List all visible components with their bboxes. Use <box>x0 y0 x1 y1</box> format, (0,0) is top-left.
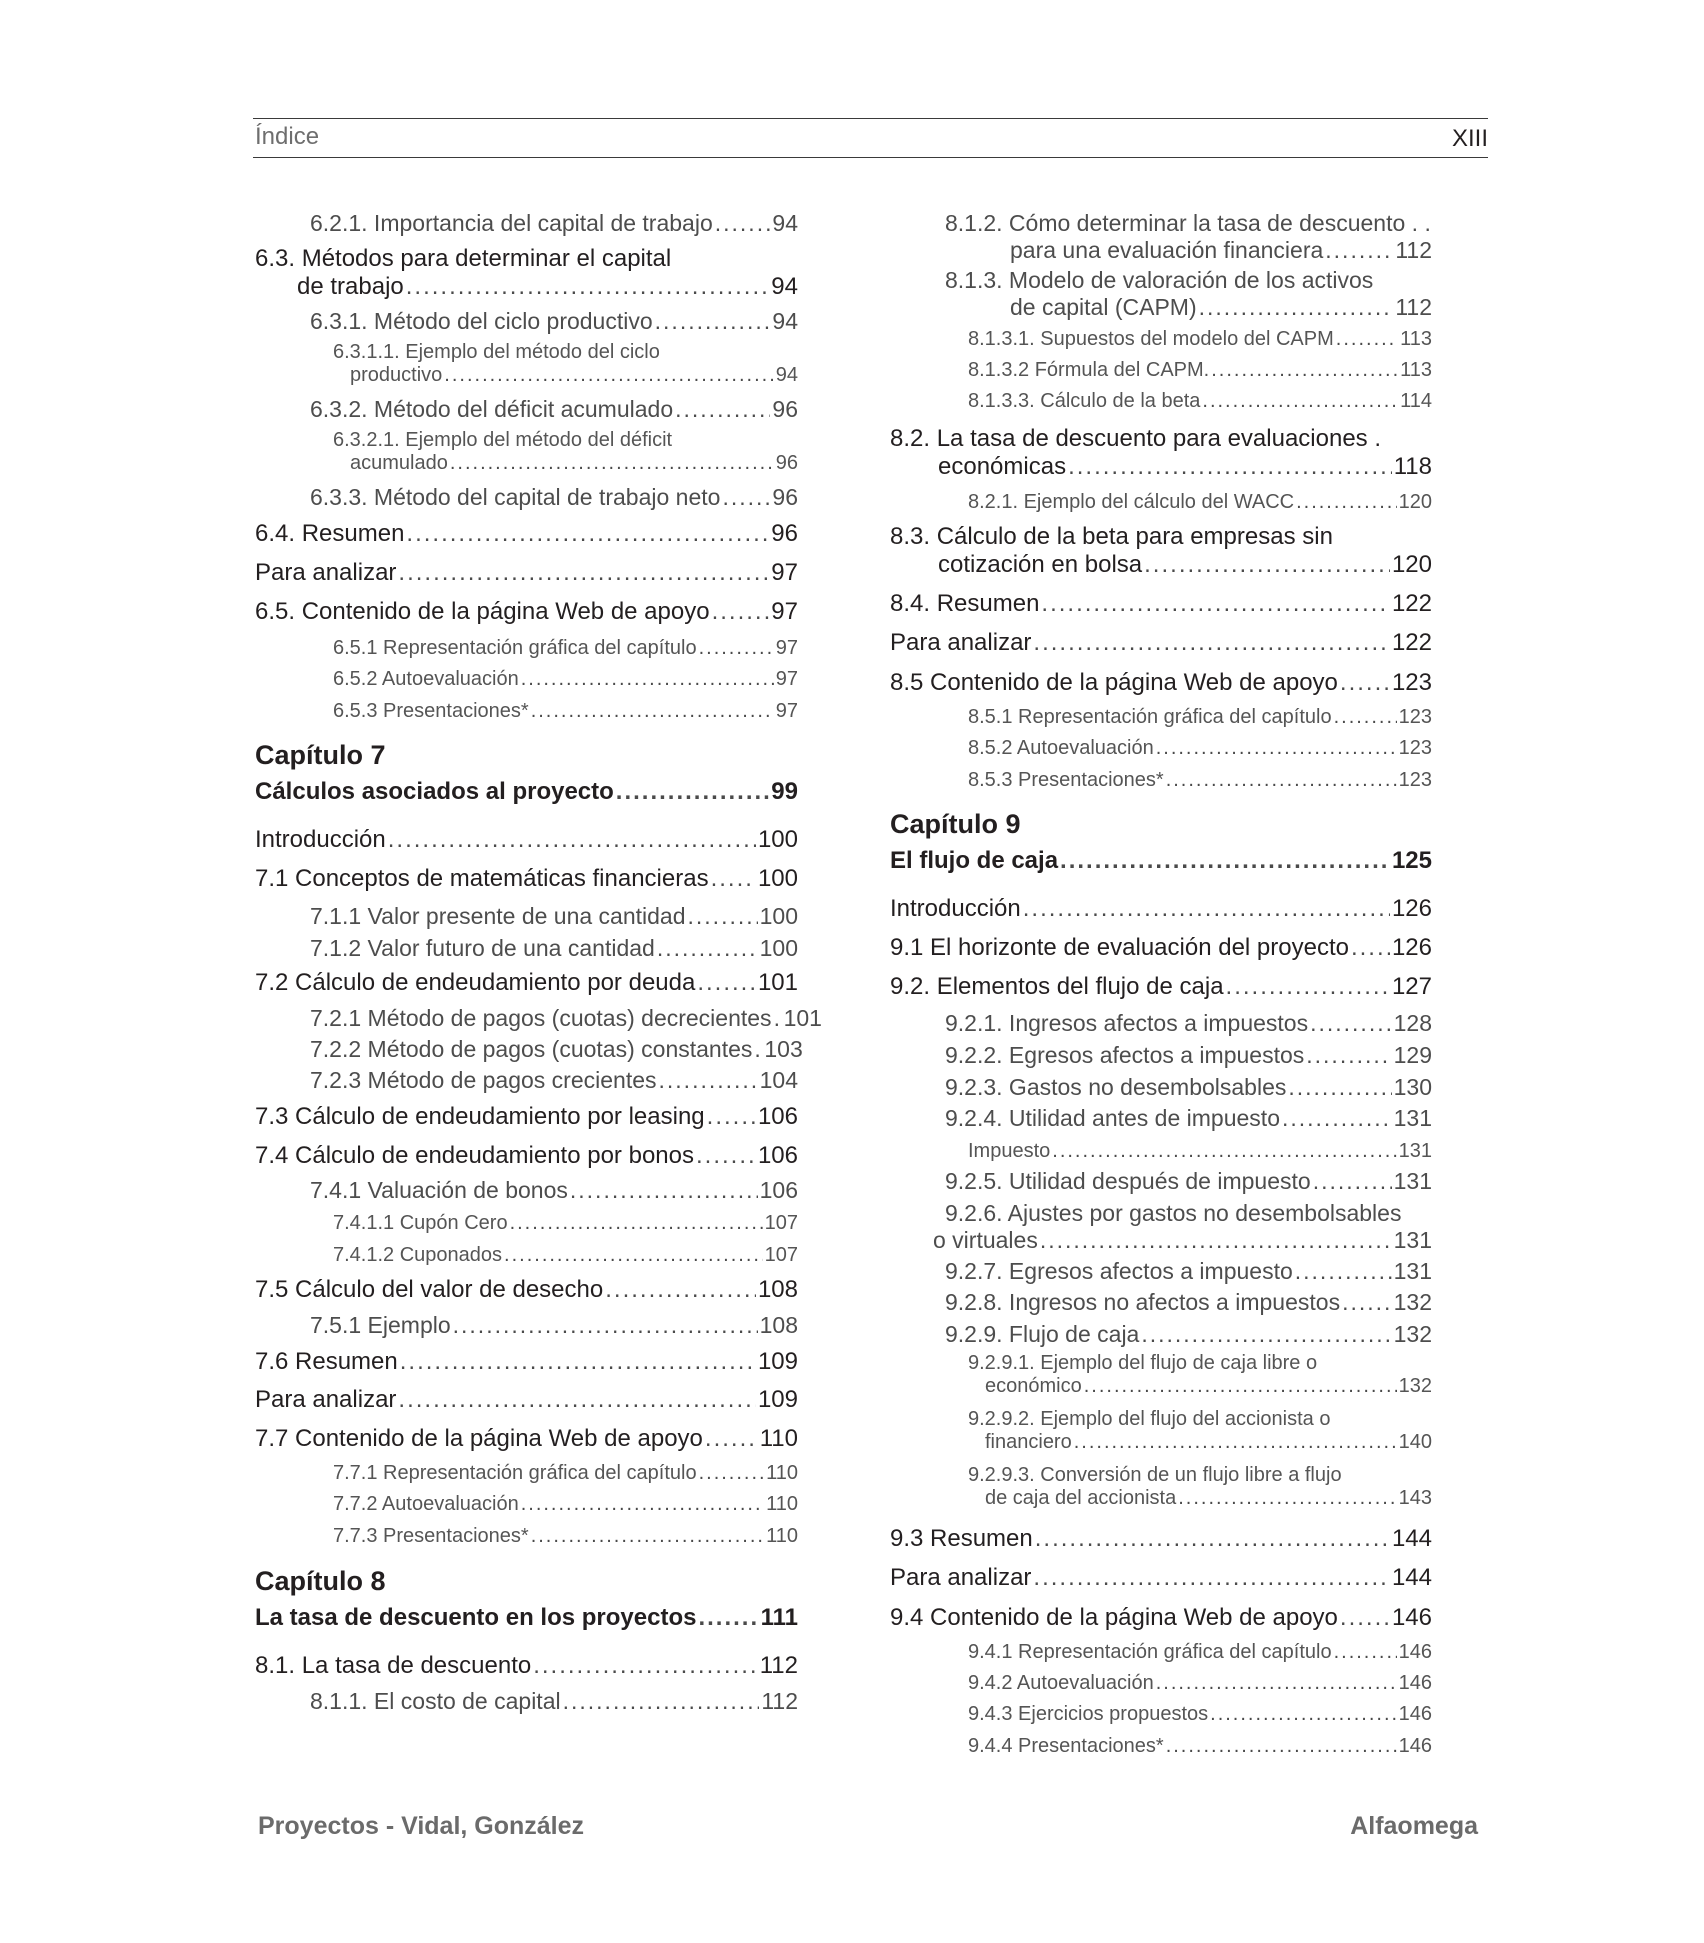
toc-entry-title-line1: 6.3.2.1. Ejemplo del método del déficit <box>333 429 673 451</box>
toc-entry-title: de caja del accionista <box>985 1487 1177 1509</box>
footer-book-title: Proyectos - Vidal, González <box>258 1812 585 1840</box>
toc-page-number: 129 <box>1393 1042 1432 1068</box>
toc-page-number: 96 <box>772 484 798 510</box>
toc-entry-title: 6.3.2. Método del déficit acumulado <box>310 396 674 422</box>
toc-entry-title-line1: 8.1.3. Modelo de valoración de los activos <box>945 267 1374 293</box>
toc-page-number: 94 <box>772 210 798 236</box>
dot-leader <box>1282 1105 1392 1132</box>
dot-leader <box>1052 1140 1396 1163</box>
dot-leader <box>1033 1564 1390 1592</box>
toc-page-number: 112 <box>761 1688 798 1714</box>
footer-publisher: Alfaomega <box>1350 1812 1478 1840</box>
toc-entry-9-4-3-ejercicios-propuestos[interactable] <box>968 1703 1432 1726</box>
toc-page-number: 114 <box>1400 390 1432 412</box>
toc-page-number: 110 <box>766 1493 798 1515</box>
dot-leader <box>1084 1375 1397 1398</box>
toc-page-number: 100 <box>757 826 798 853</box>
toc-page-number: 109 <box>757 1386 798 1413</box>
toc-entry-9-2-6-ajustes-por-gastos-no-desembolsabl[interactable] <box>933 1200 1432 1254</box>
toc-page-number: 107 <box>764 1212 798 1234</box>
toc-page-number: 97 <box>771 598 798 625</box>
toc-entry-title: Introducción <box>890 895 1021 922</box>
toc-entry-title: 8.1.3.2 Fórmula del CAPM. <box>968 359 1210 381</box>
dot-leader <box>1340 669 1390 697</box>
dot-leader <box>1156 737 1397 760</box>
dot-leader <box>1296 491 1397 514</box>
toc-page-number: 96 <box>771 520 798 547</box>
dot-leader <box>1199 294 1394 321</box>
toc-entry-8-3-calculo-de-la-beta-para-empresas-sin[interactable] <box>890 523 1432 579</box>
toc-page-number: 146 <box>1398 1641 1432 1663</box>
toc-page-number: 113 <box>1400 359 1432 381</box>
toc-entry-9-2-3-gastos-no-desembolsables[interactable] <box>945 1074 1432 1101</box>
dot-leader <box>1211 359 1398 382</box>
toc-entry-8-1-2-como-determinar-la-tasa-de-descuen[interactable] <box>945 210 1432 264</box>
toc-page-number: 97 <box>775 700 798 722</box>
toc-page-number: 131 <box>1393 1227 1432 1253</box>
chapter-label: Capítulo 9 <box>890 809 1021 839</box>
dot-leader <box>1226 973 1390 1001</box>
toc-page-number: 94 <box>771 273 798 300</box>
toc-entry-title: acumulado <box>350 452 448 474</box>
toc-page-number: 132 <box>1398 1375 1432 1397</box>
toc-entry-para-analizar[interactable] <box>890 629 1432 657</box>
toc-entry-title: económico <box>985 1375 1082 1397</box>
toc-page-number: 108 <box>759 1312 798 1338</box>
dot-leader <box>1325 237 1393 264</box>
toc-page-number: 99 <box>771 778 798 805</box>
dot-leader <box>1033 629 1390 657</box>
toc-page-number: 144 <box>1391 1525 1432 1552</box>
toc-entry-title: 8.5.3 Presentaciones* <box>968 769 1164 791</box>
toc-entry-8-1-3-3-calculo-de-la-beta[interactable] <box>968 390 1432 413</box>
toc-entry-title: 9.4 Contenido de la página Web de apoyo <box>890 1604 1338 1631</box>
dot-leader <box>1351 934 1390 962</box>
toc-entry-title: 9.2.1. Ingresos afectos a impuestos <box>945 1010 1309 1036</box>
toc-entry-title: Impuesto <box>968 1140 1051 1162</box>
toc-entry-title: 6.5.1 Representación gráfica del capítulo <box>333 637 697 659</box>
toc-page-number: 106 <box>757 1142 798 1169</box>
toc-entry-9-3-resumen[interactable] <box>890 1525 1432 1553</box>
dot-leader <box>1342 1289 1392 1316</box>
toc-page-number: 112 <box>1395 237 1432 263</box>
toc-entry-8-5-contenido-de-la-pagina-web-de-apoyo[interactable] <box>890 669 1432 697</box>
toc-entry-9-2-9-3-conversion-de-un-flujo-libre-a-f[interactable] <box>968 1464 1432 1510</box>
toc-page-number: 146 <box>1398 1703 1432 1725</box>
dot-leader <box>1023 895 1390 923</box>
toc-entry-title: Introducción <box>255 826 386 853</box>
toc-entry-title: 6.3.3. Método del capital de trabajo neto <box>310 484 721 510</box>
toc-entry-title: 8.2.1. Ejemplo del cálculo del WACC <box>968 491 1295 513</box>
toc-page-number: 146 <box>1391 1604 1432 1631</box>
toc-page-number: 97 <box>775 637 798 659</box>
toc-entry-title-line1: 9.2.6. Ajustes por gastos no desembolsables <box>945 1200 1402 1226</box>
toc-entry-title-line1: 8.3. Cálculo de la beta para empresas sin <box>890 523 1333 550</box>
chapter-heading <box>890 809 1432 840</box>
dot-leader <box>1178 1487 1396 1510</box>
toc-page-number: 126 <box>1391 895 1432 922</box>
toc-entry-9-2-elementos-del-flujo-de-caja[interactable] <box>890 973 1432 1001</box>
toc-page-number: 146 <box>1398 1735 1432 1757</box>
dot-leader <box>1306 1042 1391 1069</box>
dot-leader <box>1166 1735 1397 1758</box>
toc-page-number: 130 <box>1393 1074 1432 1100</box>
toc-entry-title: 9.2.8. Ingresos no afectos a impuestos <box>945 1289 1341 1315</box>
toc-entry-title: 9.2.5. Utilidad después de impuesto <box>945 1168 1311 1194</box>
dot-leader <box>1334 706 1397 729</box>
toc-page-number: 104 <box>759 1067 798 1093</box>
toc-entry-9-2-8-ingresos-no-afectos-a-impuestos[interactable] <box>945 1289 1432 1316</box>
toc-entry-8-2-la-tasa-de-descuento-para-evaluacion[interactable] <box>890 425 1432 481</box>
toc-entry-title: 9.1 El horizonte de evaluación del proyecto <box>890 934 1349 961</box>
toc-entry-title: 9.2.7. Egresos afectos a impuesto <box>945 1258 1293 1284</box>
toc-entry-title: 6.5.2 Autoevaluación <box>333 668 519 690</box>
toc-entry-title: para una evaluación financiera <box>1010 237 1324 263</box>
dot-leader <box>1035 1525 1390 1553</box>
toc-entry-title: 6.5. Contenido de la página Web de apoyo <box>255 598 710 625</box>
toc-entry-8-5-2-autoevaluacion[interactable] <box>968 737 1432 760</box>
toc-entry-title: 9.4.1 Representación gráfica del capítulo <box>968 1641 1332 1663</box>
toc-page-number: 127 <box>1391 973 1432 1000</box>
toc-page-number: 131 <box>1393 1258 1432 1284</box>
toc-page-number: 109 <box>757 1348 798 1375</box>
toc-entry-title-line1: 8.1.2. Cómo determinar la tasa de descuento . . <box>945 210 1431 236</box>
toc-entry-title-line1: 6.3.1.1. Ejemplo del método del ciclo <box>333 341 660 363</box>
toc-entry-title-line1: 9.2.9.2. Ejemplo del flujo del accionista o <box>968 1408 1331 1430</box>
toc-page-number: 97 <box>775 668 798 690</box>
dot-leader <box>1210 1703 1396 1726</box>
toc-entry-para-analizar[interactable] <box>890 1564 1432 1592</box>
toc-entry-title: 8.1.1. El costo de capital <box>310 1688 561 1714</box>
toc-page-number: 108 <box>757 1276 798 1303</box>
toc-entry-title: 8.1.3.1. Supuestos del modelo del CAPM <box>968 328 1334 350</box>
toc-entry-8-5-1-representacion-grafica-del-capitul[interactable] <box>968 706 1432 729</box>
toc-page-number: 132 <box>1393 1321 1432 1347</box>
toc-entry-title: Para analizar <box>890 1564 1032 1591</box>
dot-leader <box>1156 1672 1397 1695</box>
toc-entry-title: 7.1 Conceptos de matemáticas financieras <box>255 865 709 892</box>
toc-entry-title: 7.1.2 Valor futuro de una cantidad <box>310 935 655 961</box>
toc-page-number: 131 <box>1393 1105 1432 1131</box>
toc-page-number: 132 <box>1393 1289 1432 1315</box>
toc-entry-title: 7.7.3 Presentaciones* <box>333 1525 529 1547</box>
toc-entry-title: 8.4. Resumen <box>890 590 1040 617</box>
dot-leader <box>1340 1604 1390 1632</box>
toc-entry-9-2-2-egresos-afectos-a-impuestos[interactable] <box>945 1042 1432 1069</box>
toc-entry-title: 9.4.3 Ejercicios propuestos <box>968 1703 1209 1725</box>
toc-entry-title: 7.4.1 Valuación de bonos <box>310 1177 568 1203</box>
toc-entry-8-4-resumen[interactable] <box>890 590 1432 618</box>
toc-entry-9-1-el-horizonte-de-evaluacion-del-proye[interactable] <box>890 934 1432 962</box>
toc-entry-title: 7.4 Cálculo de endeudamiento por bonos <box>255 1142 694 1169</box>
toc-page-number: 96 <box>772 396 798 422</box>
toc-entry-9-2-5-utilidad-despues-de-impuesto[interactable] <box>945 1168 1432 1195</box>
toc-entry-title: 7.7.2 Autoevaluación <box>333 1493 519 1515</box>
toc-entry-title: 6.4. Resumen <box>255 520 405 547</box>
toc-page-number: 120 <box>1391 551 1432 578</box>
dot-leader <box>1068 453 1392 481</box>
toc-page-number: 96 <box>775 452 798 474</box>
toc-page-number: 94 <box>772 308 798 334</box>
toc-entry-title: financiero <box>985 1431 1072 1453</box>
toc-page-number: 111 <box>760 1604 798 1631</box>
dot-leader <box>1295 1258 1392 1285</box>
toc-entry-title: 6.5.3 Presentaciones* <box>333 700 529 722</box>
toc-page-number: 128 <box>1393 1010 1432 1036</box>
toc-entry-title: 9.3 Resumen <box>890 1525 1033 1552</box>
toc-entry-title: Para analizar <box>255 559 397 586</box>
toc-entry-title: 9.2.9. Flujo de caja <box>945 1321 1140 1347</box>
toc-entry-title: productivo <box>350 364 443 386</box>
toc-entry-title: 7.1.1 Valor presente de una cantidad <box>310 903 686 929</box>
toc-page-number: 106 <box>757 1103 798 1130</box>
toc-entry-9-4-2-autoevaluacion[interactable] <box>968 1672 1432 1695</box>
toc-entry-title: 8.5.2 Autoevaluación <box>968 737 1154 759</box>
toc-page-number: 140 <box>1398 1431 1432 1453</box>
chapter-label: Capítulo 8 <box>255 1566 386 1596</box>
toc-entry-title: 9.2.3. Gastos no desembolsables <box>945 1074 1287 1100</box>
toc-entry-title-line1: 8.2. La tasa de descuento para evaluaciones . <box>890 425 1382 452</box>
toc-entry-9-2-9-1-ejemplo-del-flujo-de-caja-libre-[interactable] <box>968 1352 1432 1398</box>
toc-entry-title: 9.4.4 Presentaciones* <box>968 1735 1164 1757</box>
toc-entry-9-2-4-utilidad-antes-de-impuesto[interactable] <box>945 1105 1432 1132</box>
toc-entry-title: 7.5 Cálculo del valor de desecho <box>255 1276 604 1303</box>
toc-page-number: 100 <box>759 935 798 961</box>
toc-entry-title: Para analizar <box>890 629 1032 656</box>
toc-page-number: 146 <box>1398 1672 1432 1694</box>
dot-leader <box>1141 1321 1391 1348</box>
toc-entry-title: 7.4.1.1 Cupón Cero <box>333 1212 508 1234</box>
toc-page-number: 131 <box>1393 1168 1432 1194</box>
toc-entry-title: 9.4.2 Autoevaluación <box>968 1672 1154 1694</box>
toc-entry-title: económicas <box>938 453 1067 480</box>
toc-page-number: 123 <box>1398 706 1432 728</box>
toc-entry-impuesto[interactable] <box>968 1140 1432 1163</box>
toc-entry-title: o virtuales <box>933 1227 1038 1253</box>
toc-page-number: 143 <box>1398 1487 1432 1509</box>
toc-entry-title: 8.1. La tasa de descuento <box>255 1652 532 1679</box>
toc-page-number: 123 <box>1398 769 1432 791</box>
toc-entry-9-2-1-ingresos-afectos-a-impuestos[interactable] <box>945 1010 1432 1037</box>
toc-entry-9-2-9-flujo-de-caja[interactable] <box>945 1321 1432 1348</box>
toc-entry-title: de capital (CAPM) <box>1010 294 1197 320</box>
toc-entry-title: 9.2.2. Egresos afectos a impuestos <box>945 1042 1305 1068</box>
chapter-label: Capítulo 7 <box>255 740 386 770</box>
toc-entry-introduccion[interactable] <box>890 895 1432 923</box>
toc-page-number: 97 <box>771 559 798 586</box>
toc-entry-title-line1: 6.3. Métodos para determinar el capital <box>255 245 672 272</box>
toc-page-number: 126 <box>1391 934 1432 961</box>
toc-entry-title: 7.7.1 Representación gráfica del capítulo <box>333 1462 697 1484</box>
toc-entry-title: cotización en bolsa <box>938 551 1143 578</box>
toc-entry-title: La tasa de descuento en los proyectos <box>255 1604 697 1631</box>
toc-entry-title: 8.1.3.3. Cálculo de la beta <box>968 390 1201 412</box>
dot-leader <box>1336 328 1398 351</box>
toc-page-number: 122 <box>1391 629 1432 656</box>
toc-page-number: 113 <box>1400 328 1432 350</box>
toc-page-number: 122 <box>1391 590 1432 617</box>
dot-leader <box>1144 551 1390 579</box>
toc-entry-9-4-4-presentaciones[interactable] <box>968 1735 1432 1758</box>
dot-leader <box>1074 1431 1397 1454</box>
toc-entry-title: 7.7 Contenido de la página Web de apoyo <box>255 1425 703 1452</box>
dot-leader <box>1040 1227 1392 1254</box>
toc-page-number: 110 <box>766 1462 798 1484</box>
toc-page-number: 131 <box>1398 1140 1432 1162</box>
toc-entry-title: de trabajo <box>297 273 404 300</box>
toc-page-number: 110 <box>766 1525 798 1547</box>
toc-entry-title: 7.3 Cálculo de endeudamiento por leasing <box>255 1103 705 1130</box>
dot-leader <box>1313 1168 1392 1195</box>
toc-entry-title: 7.2.2 Método de pagos (cuotas) constantes <box>310 1036 753 1062</box>
toc-entry-title: 7.2.1 Método de pagos (cuotas) decrecientes <box>310 1005 772 1031</box>
dot-leader <box>1310 1010 1392 1037</box>
toc-entry-8-1-3-modelo-de-valoracion-de-los-activo[interactable] <box>945 267 1432 321</box>
toc-entry-el-flujo-de-caja[interactable] <box>890 847 1432 875</box>
toc-entry-9-4-1-representacion-grafica-del-capitul[interactable] <box>968 1641 1432 1664</box>
toc-entry-title: 7.4.1.2 Cuponados <box>333 1244 503 1266</box>
toc-entry-title: 7.5.1 Ejemplo <box>310 1312 451 1338</box>
toc-entry-title: 9.2.4. Utilidad antes de impuesto <box>945 1105 1280 1131</box>
toc-page-number: 125 <box>1391 847 1432 874</box>
toc-entry-9-2-7-egresos-afectos-a-impuesto[interactable] <box>945 1258 1432 1285</box>
toc-entry-title: 8.5.1 Representación gráfica del capítulo <box>968 706 1332 728</box>
toc-page-number: 112 <box>759 1652 798 1679</box>
toc-page-number: 118 <box>1393 453 1432 480</box>
toc-entry-9-4-contenido-de-la-pagina-web-de-apoyo[interactable] <box>890 1604 1432 1632</box>
toc-page-number: 110 <box>759 1425 798 1452</box>
toc-entry-title: 6.3.1. Método del ciclo productivo <box>310 308 653 334</box>
dot-leader <box>1334 1641 1397 1664</box>
page-number: XIII <box>1451 125 1488 152</box>
toc-page-number: 106 <box>759 1177 798 1203</box>
toc-page-number: 100 <box>757 865 798 892</box>
toc-entry-title: 7.6 Resumen <box>255 1348 398 1375</box>
toc-entry-title-line1: 9.2.9.1. Ejemplo del flujo de caja libre o <box>968 1352 1318 1374</box>
toc-page-number: 123 <box>1398 737 1432 759</box>
toc-page-number: 123 <box>1391 669 1432 696</box>
toc-entry-8-1-3-2-formula-del-capm[interactable] <box>968 359 1432 382</box>
toc-entry-title: 7.2.3 Método de pagos crecientes <box>310 1067 657 1093</box>
toc-entry-title: Para analizar <box>255 1386 397 1413</box>
toc-entry-title: 9.2. Elementos del flujo de caja <box>890 973 1224 1000</box>
toc-entry-8-5-3-presentaciones[interactable] <box>968 769 1432 792</box>
toc-page-number: 112 <box>1395 294 1432 320</box>
toc-page-number: 107 <box>764 1244 798 1266</box>
dot-leader <box>1166 769 1397 792</box>
toc-page-number: 100 <box>759 903 798 929</box>
toc-page-number: 120 <box>1398 491 1432 513</box>
dot-leader <box>1202 390 1398 413</box>
toc-page-number: 103 <box>764 1036 803 1062</box>
toc-entry-title: 6.2.1. Importancia del capital de trabajo <box>310 210 713 236</box>
toc-entry-8-2-1-ejemplo-del-calculo-del-wacc[interactable] <box>968 491 1432 514</box>
toc-page-number: 94 <box>775 364 798 386</box>
dot-leader <box>1060 847 1390 875</box>
toc-entry-title: Cálculos asociados al proyecto <box>255 778 614 805</box>
toc-entry-title: 7.2 Cálculo de endeudamiento por deuda <box>255 969 696 996</box>
running-header-title: Índice <box>255 123 320 150</box>
toc-page-number: 101 <box>757 969 798 996</box>
toc-entry-title: El flujo de caja <box>890 847 1059 874</box>
toc-entry-8-1-3-1-supuestos-del-modelo-del-capm[interactable] <box>968 328 1432 351</box>
toc-page-number: 101 <box>783 1005 822 1031</box>
dot-leader <box>1041 590 1390 618</box>
toc-entry-title-line1: 9.2.9.3. Conversión de un flujo libre a flujo <box>968 1464 1342 1486</box>
dot-leader <box>1288 1074 1391 1101</box>
toc-entry-9-2-9-2-ejemplo-del-flujo-del-accionista[interactable] <box>968 1408 1432 1454</box>
toc-entry-title: 8.5 Contenido de la página Web de apoyo <box>890 669 1338 696</box>
toc-page-number: 144 <box>1391 1564 1432 1591</box>
